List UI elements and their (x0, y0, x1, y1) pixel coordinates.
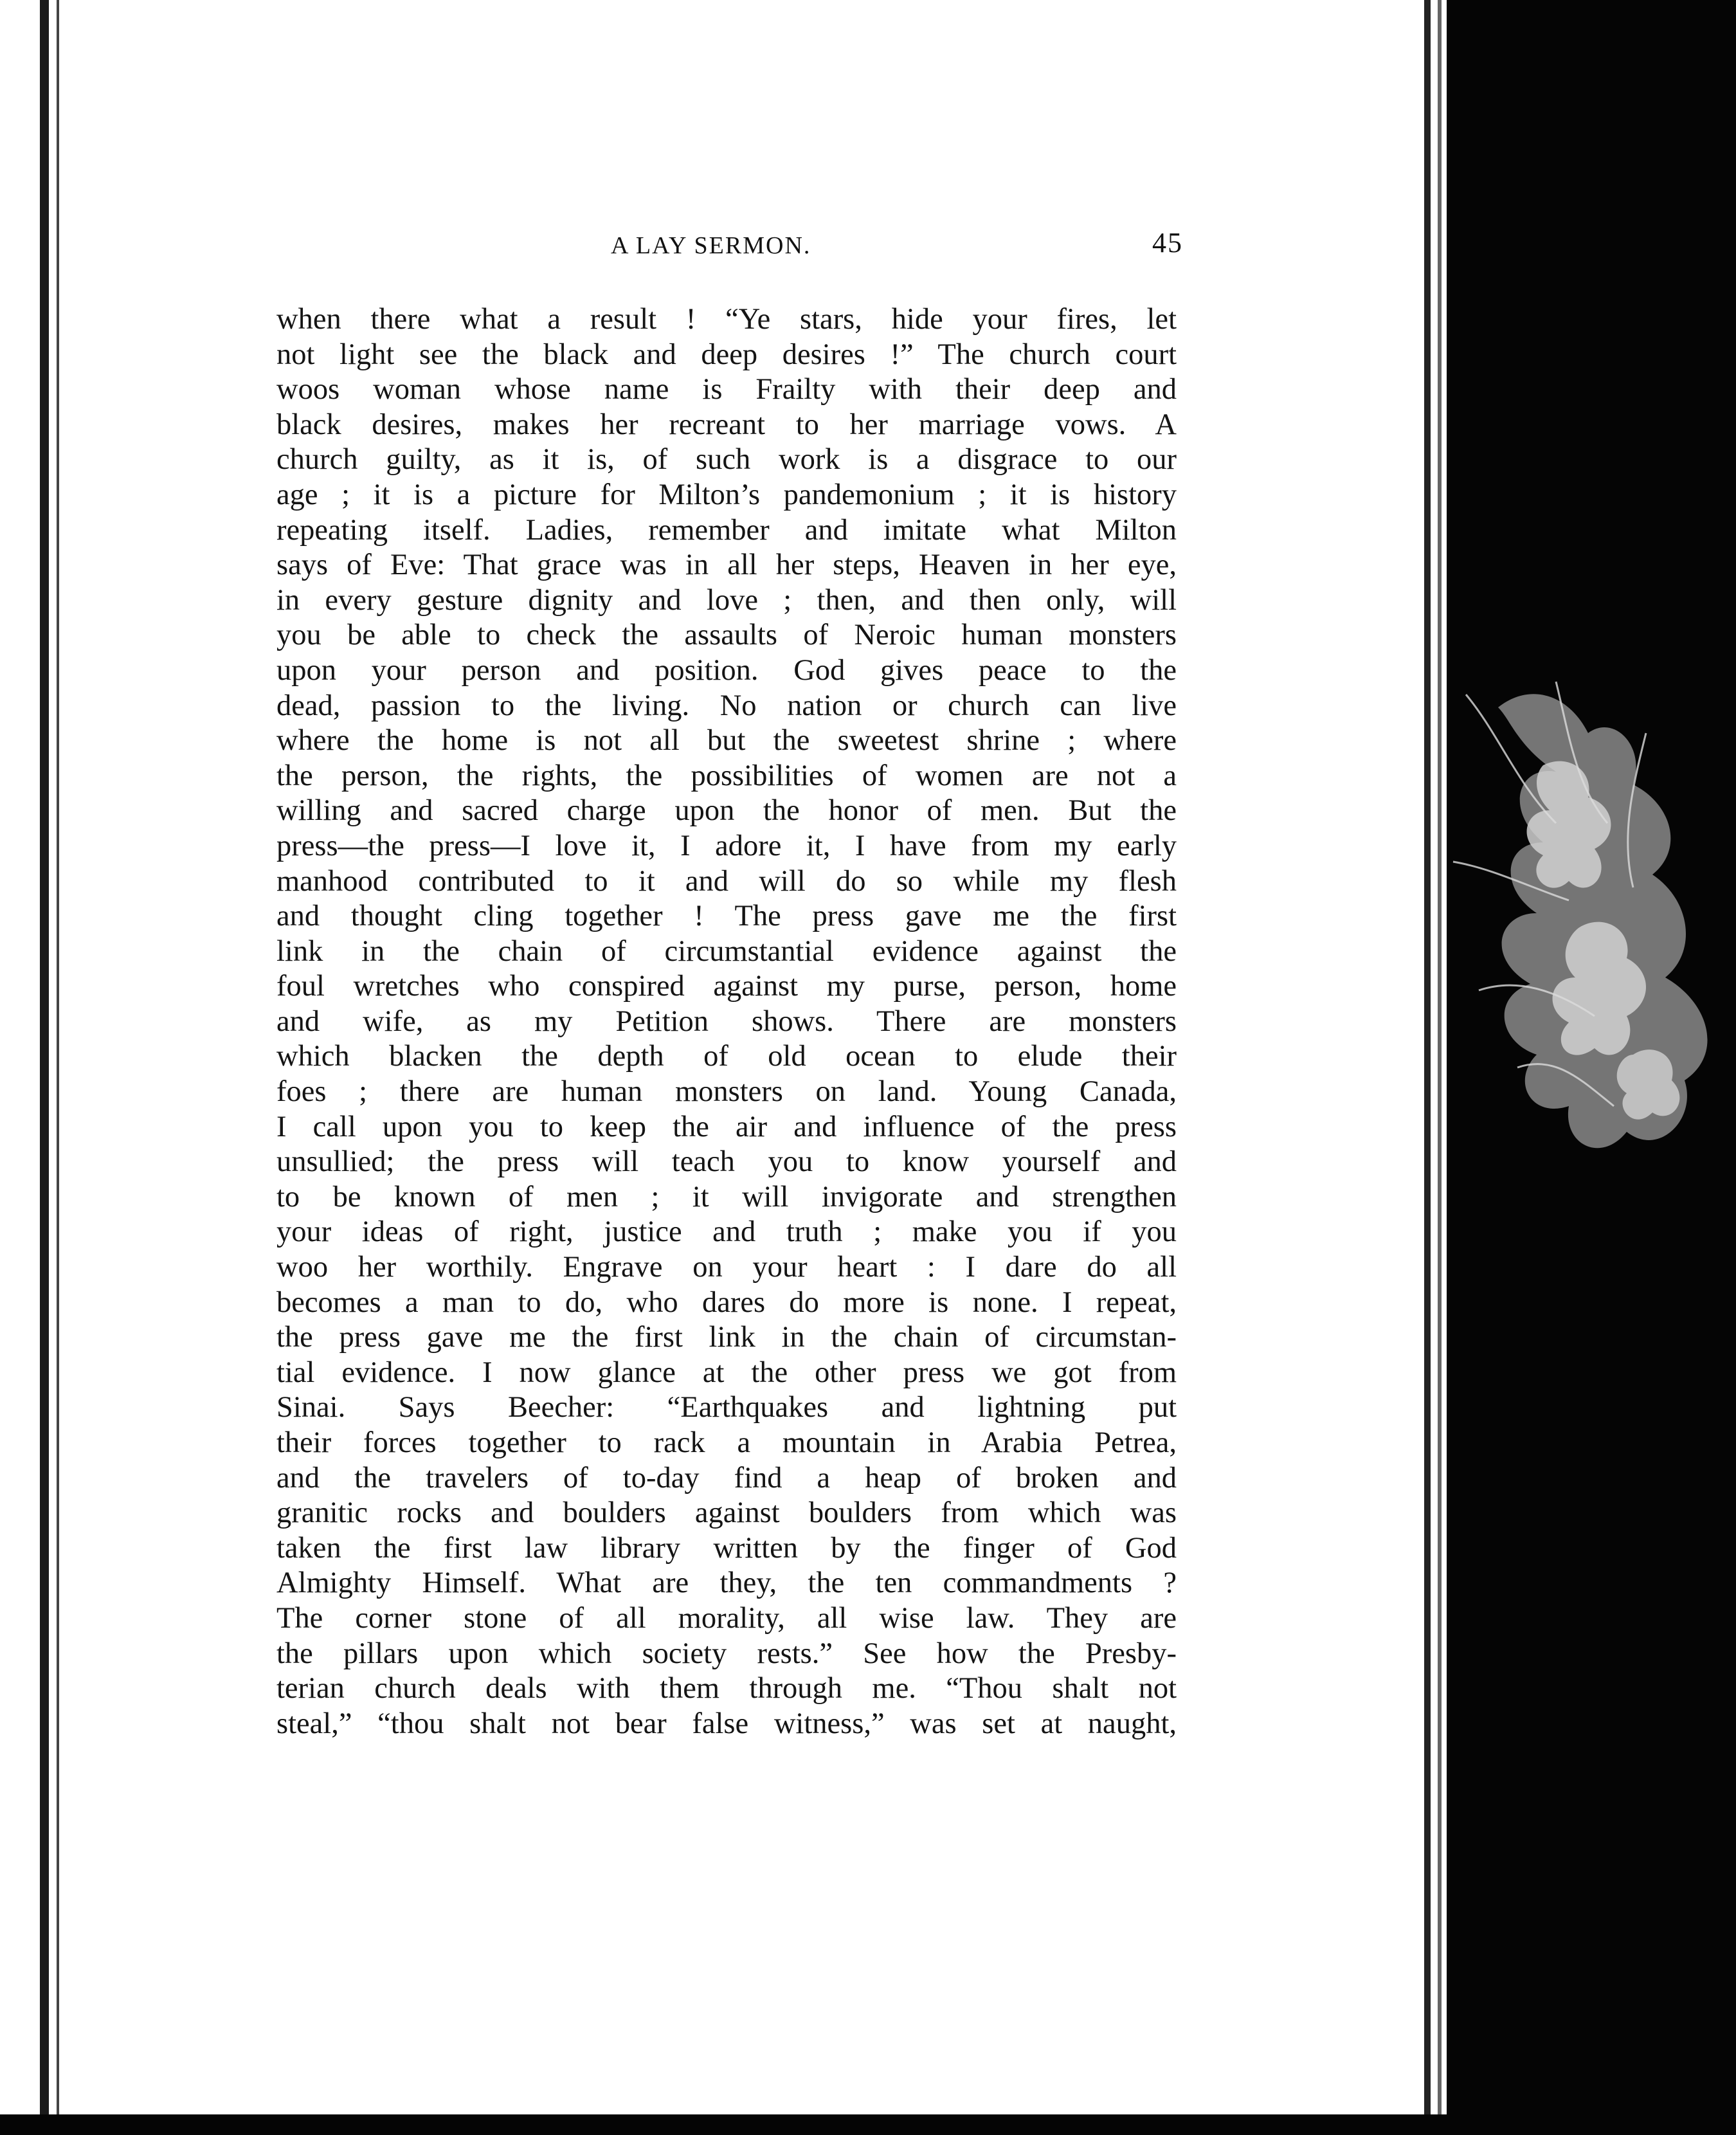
scan-debris (1440, 656, 1736, 1183)
text-line: the pillars upon which society rests.” See how the Presby- (276, 1637, 1177, 1670)
page-number: 45 (1152, 227, 1183, 259)
text-line: manhood contributed to it and will do so while my flesh (276, 864, 1177, 898)
book-gutter-line (57, 0, 59, 2116)
scanner-background-bottom (0, 2114, 1736, 2135)
text-line: black desires, makes her recreant to her marriage vows. A (276, 408, 1177, 441)
text-line: church guilty, as it is, of such work is a disgrace to our (276, 443, 1177, 477)
text-line: taken the first law library written by the finger of God (276, 1531, 1177, 1565)
text-line: dead, passion to the living. No nation or church can live (276, 689, 1177, 722)
book-page (276, 226, 1183, 1741)
text-line: you be able to check the assaults of Neroic human monsters (276, 619, 1177, 652)
text-line: I call upon you to keep the air and influence of the press (276, 1110, 1177, 1143)
text-line: willing and sacred charge upon the honor of men. But the (276, 794, 1177, 828)
text-line: upon your person and position. God gives peace to the (276, 653, 1177, 687)
text-line: Almighty Himself. What are they, the ten commandments ? (276, 1567, 1177, 1600)
body-text (276, 302, 1177, 1741)
text-line: not light see the black and deep desires !” The church court (276, 338, 1177, 371)
text-line: and the travelers of to-day find a heap of broken and (276, 1461, 1177, 1494)
text-line: when there what a result ! “Ye stars, hide your fires, let (276, 303, 1177, 336)
text-line: age ; it is a picture for Milton’s pandemonium ; it is history (276, 478, 1177, 511)
running-head (276, 226, 1183, 271)
text-line: says of Eve: That grace was in all her steps, Heaven in her eye, (276, 549, 1177, 582)
text-line: The corner stone of all morality, all wise law. They are (276, 1601, 1177, 1635)
text-line: your ideas of right, justice and truth ; make you if you (276, 1215, 1177, 1249)
text-line: woo her worthily. Engrave on your heart : I dare do all (276, 1251, 1177, 1284)
text-line: the person, the rights, the possibilities of women are not a (276, 759, 1177, 792)
text-line: foes ; there are human monsters on land. Young Canada, (276, 1075, 1177, 1109)
text-line: Sinai. Says Beecher: “Earthquakes and lightning put (276, 1391, 1177, 1424)
text-line: terian church deals with them through me. “Thou shalt not (276, 1672, 1177, 1705)
text-line: woos woman whose name is Frailty with their deep and (276, 373, 1177, 406)
text-line: link in the chain of circumstantial evidence against the (276, 934, 1177, 968)
text-line: becomes a man to do, who dares do more is none. I repeat, (276, 1286, 1177, 1319)
text-line: steal,” “thou shalt not bear false witness,” was set at naught, (276, 1707, 1177, 1740)
text-line: which blacken the depth of old ocean to elude their (276, 1040, 1177, 1073)
text-line: repeating itself. Ladies, remember and imitate what Milton (276, 513, 1177, 547)
text-line: press—the press—I love it, I adore it, I have from my early (276, 829, 1177, 862)
text-line: and thought cling together ! The press gave me the first (276, 900, 1177, 933)
text-line: and wife, as my Petition shows. There are monsters (276, 1004, 1177, 1038)
text-line: to be known of men ; it will invigorate and strengthen (276, 1180, 1177, 1213)
book-gutter-edge (40, 0, 49, 2116)
text-line: in every gesture dignity and love ; then, and then only, will (276, 583, 1177, 617)
text-line: tial evidence. I now glance at the other press we got from (276, 1356, 1177, 1389)
text-line: their forces together to rack a mountain in Arabia Petrea, (276, 1426, 1177, 1459)
text-line: the press gave me the first link in the chain of circumstan- (276, 1321, 1177, 1354)
page-right-edge (1424, 0, 1431, 2116)
text-line: where the home is not all but the sweetest shrine ; where (276, 724, 1177, 758)
text-line: unsullied; the press will teach you to know yourself and (276, 1145, 1177, 1179)
text-line: foul wretches who conspired against my purse, person, home (276, 970, 1177, 1003)
text-line: granitic rocks and boulders against boulders from which was (276, 1496, 1177, 1530)
running-title: A LAY SERMON. (611, 232, 811, 259)
